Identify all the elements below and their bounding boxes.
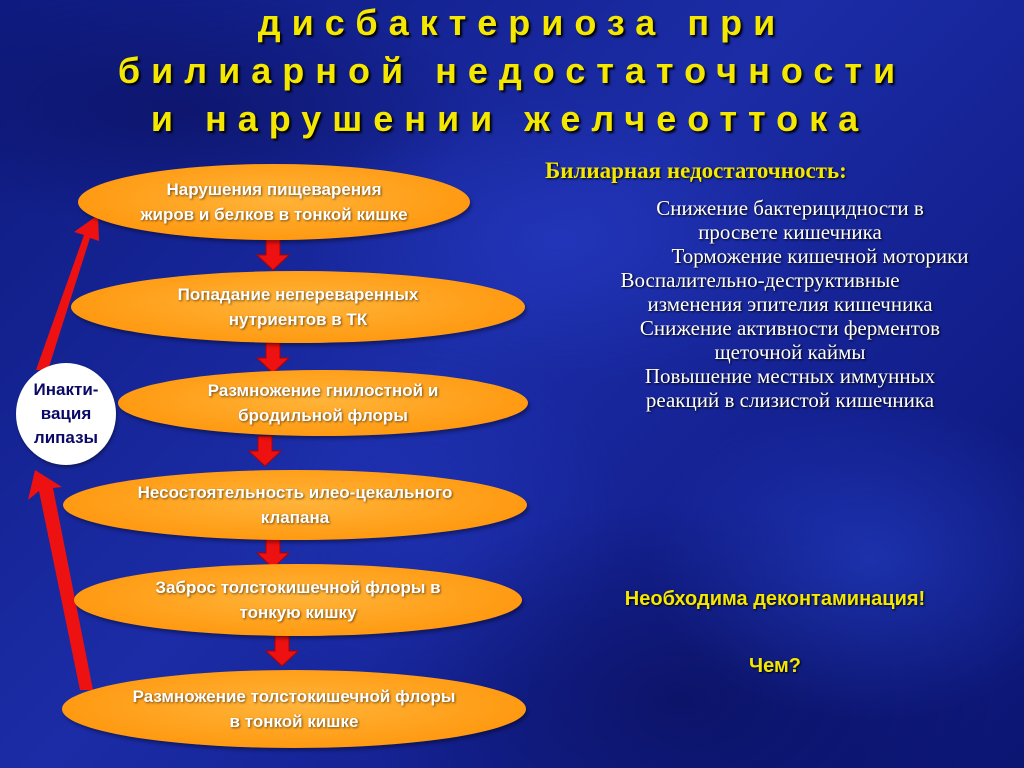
biliary-heading: Билиарная недостаточность: [545,158,847,183]
down-arrow-3 [249,436,281,466]
lipase-inactivation-circle [16,363,116,465]
flow-step-3 [118,370,528,436]
flow-step-5-line1: Заброс толстокишечной флоры в [155,578,441,597]
biliary-list [560,196,1020,412]
flow-step-1 [78,164,470,240]
lipase-line-1: Инакти- [33,380,99,399]
flow-step-3-line2: бродильной флоры [238,406,408,425]
biliary-item: Снижение активности ферментов [639,316,941,340]
flow-step-2-line2: нутриентов в ТК [228,310,368,329]
title-line-2: билиарной недостаточности [117,50,907,91]
question-text: Чем? [749,655,801,677]
flow-step-6 [62,670,526,748]
down-arrow-5 [266,636,298,666]
flow-step-1-line1: Нарушения пищеварения [166,180,382,199]
lipase-line-2: вация [40,404,92,423]
down-arrow-2 [257,343,289,373]
flow-step-6-line1: Размножение толстокишечной флоры [132,687,456,706]
biliary-item: просвете кишечника [698,220,882,244]
decontamination-note: Необходима деконтаминация! [624,588,926,610]
flow-step-3-line1: Размножение гнилостной и [207,381,439,400]
flow-step-6-line2: в тонкой кишке [229,712,359,731]
biliary-item: реакций в слизистой кишечника [645,388,935,412]
title-line-1: дисбактериоза при [257,2,787,43]
biliary-item: изменения эпителия кишечника [647,292,933,316]
title-line-3: и нарушении желчеоттока [150,98,870,139]
flow-step-4-line1: Несостоятельность илео-цекального [137,483,453,502]
biliary-item: щеточной каймы [714,340,866,364]
flow-step-5-line2: тонкую кишку [239,603,357,622]
biliary-item: Торможение кишечной моторики [671,244,969,268]
biliary-item: Снижение бактерицидности в [656,196,924,220]
biliary-item: Повышение местных иммунных [644,364,936,388]
flow-step-1-line2: жиров и белков в тонкой кишке [140,205,408,224]
down-arrow-1 [257,239,289,270]
flow-step-5 [74,564,522,636]
flow-step-2-line1: Попадание непереваренных [177,285,419,304]
flow-step-4-line2: клапана [260,508,330,527]
biliary-item: Воспалительно-деструктивные [620,268,900,292]
flow-step-2 [71,271,525,343]
lipase-line-3: липазы [33,428,99,447]
flow-step-4 [63,470,527,540]
